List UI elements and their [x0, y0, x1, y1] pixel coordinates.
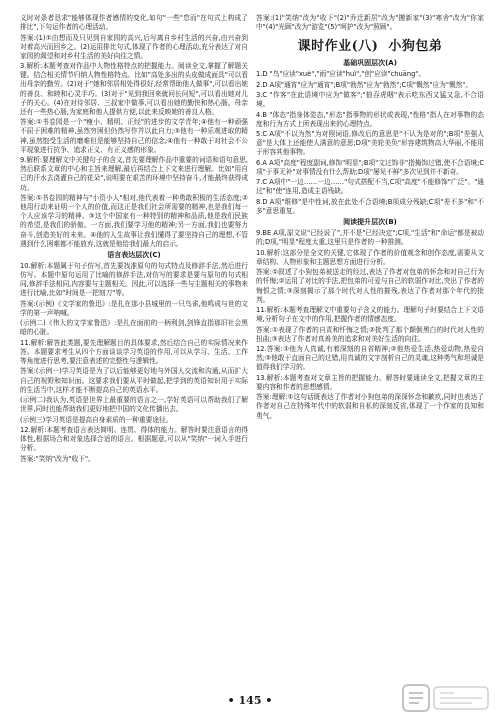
- answer-paragraph: 答案:"笑纳"改为"收下"。: [20, 454, 95, 463]
- section-heading: 基础巩固层次(A): [343, 59, 397, 68]
- answer-paragraph: 4.B "体态"指身体姿态,"形态"指事物的形状或表现,"性格"指人在对事物的态度和行为方式上所表现出来的心理特点。: [256, 110, 484, 128]
- answer-paragraph: 8.D A项"维修"是中性词,放在此处不合语境;B项成分残缺;C项"差不多"和"不多"意思重复。: [256, 197, 484, 215]
- answer-paragraph: 11.解析:本题考查理解文中重要句子含义的能力。理解句子时要结合上下文语境,分析句子在文中的作用,把握作者的情感态度。: [256, 306, 484, 324]
- answer-paragraph: 12.解析:本题考查语言表达简明、连贯、得体的能力。解答时要注意语言的得体性,根据场合和对象选择合适的语言。根据题意,可以从"笑纳"一词入手进行分析。: [20, 425, 248, 453]
- watermark-logo-icon: [402, 684, 490, 712]
- answer-paragraph: 10.解析:本题属于句子仿写,首先要找准原句的句式特点及修辞手法,然后进行仿写。本题中原句运用了比喻的修辞手法,对仿写的要求是要与原句的句式相同,修辞手法相同,内容要与主题相关。因此,可以选择一些与主题相关的事物来进行比喻,比如"时间是一把刻刀"等。: [20, 262, 248, 298]
- answer-paragraph: 6.A A项"高度"程度副词,修饰"明显";B项"文过饰非"指掩饰过错,使不合语境;C项"于事无补"对事情没有什么帮助;D项"屡见不鲜"多次见到并不新奇。: [256, 158, 484, 176]
- answer-paragraph: (示例三)学习英语是提高自身素质的一种重要途径。: [20, 415, 173, 424]
- answer-paragraph: 答案:(1)"笑纳"改为"收下"(2)"乔迁新居"改为"搬新家"(3)"寒舍"改为"你家中"(4)"光顾"改为"游览"(5)"呵护"改为"照顾"。: [256, 14, 484, 32]
- answer-paragraph: 13.解析:本题考查对文章主旨的把握能力。解答时要通读全文,把握文章的主要内容和作者的思想感情。: [256, 373, 484, 391]
- lesson-title-sub: 小狗包弟: [388, 39, 443, 55]
- answer-paragraph: 答案:(示例一)学习英语是为了以后能够更好地与外国人交流和沟通,从而扩大自己的视野和知识面。这要求我们要从平时做起,把学到的英语知识用于实际的生活当中,这样才能不断提高自己的英语水平。: [20, 367, 248, 394]
- answer-paragraph: 9.BE A项,原文说"已经说了",并不是"已经决定";C项,"生活"和"命运"都是被动的;D项,"明显"程度太重,这里只是作者的一种推测。: [256, 229, 484, 247]
- answer-paragraph: 9.解析:要理解文中关键句子的含义,首先要理解作品中重要的词语和语句意思,然后联系文章的中心和主旨来理解,最后再结合上下文来进行理解。比如"用自己的汗水去浇灌自己的花朵",说明要在艰苦的环境中坚持奋斗,才能最终获得成功。: [20, 156, 248, 192]
- answer-paragraph: 答案:①书卷园是一个"瘦小、精明、正经"的进步的文学青年;④他有一种顽强不屈于困难的精神,虽然穷困但仍然写作并以此自力;③他有一种乐观进取的精神,虽然饱受生活的磨难但是能够坚持自己的信念;④他有一种敢于对社会不公平现象进行抗争、追求正义、有正义感的形象。: [20, 118, 248, 154]
- answer-paragraph: 7.C A项中"一边……一边……"句式搭配不当,C项"高度"不能修饰"广泛"。"通过"和"使"连用,造成主语残缺。: [256, 178, 484, 196]
- section-heading: 阅读提升层次(B): [343, 218, 397, 227]
- answer-paragraph: 1.D "鸟"应读"xuè","雨"应读"huì","创"应读"chuāng"。: [256, 70, 426, 79]
- lesson-title-main: 课时作业(八): [297, 39, 379, 55]
- answer-paragraph: 3.C "作客"在此语境中应为"做客";"狼吞虎咽"表示吃东西又猛又急,不合语境。: [256, 91, 484, 109]
- left-column: [20, 14, 248, 662]
- page-number-value: 145: [238, 694, 262, 707]
- answer-paragraph: 答案:①书卷园的精神与"小资小人"相对,他代表着一种勇敢积极的生活态度;②他用行动来证明一个人的价值,而这正是我们社会所需要的精神,也是我们每一个人应该学习的精神。③这个中国家有一种特别的精神和品质,他是我们民族的希望,是我们的骄傲。一方面,我们要学习他的精神;另一方面,我们也要努力奋斗,创造美好的未来。④他的人生故事让我们懂得了要坚持自己的理想,不管遇到什么困难都不能放弃,这就是他给我们最大的启示。: [20, 193, 248, 248]
- section-heading: 语言表达层次(C): [107, 250, 161, 259]
- lesson-title: [256, 38, 484, 56]
- answer-paragraph: 答案:①表现了作者的自责和忏悔之情;②批判了那个颠倒黑白的时代对人性的扭曲;③表达了作者对真善美的追求和对美好生活的向往。: [256, 325, 484, 343]
- answer-paragraph: 2.D A项"通宵"应为"通宵";B项"勃然"应为"勃然";C项"慨然"应为"慨然"。: [256, 80, 473, 89]
- answer-paragraph: 11.解析:解答此类题,要先理解题目的具体要求,然后结合自己的实际情况来作答。本题要求考生从四个方面谈谈学习英语的作用,可以从学习、生活、工作等角度进行思考,要注意表述的完整性与逻辑性。: [20, 338, 248, 366]
- answer-paragraph: 5.C A项"不以为然"为对照词语,修改后的意思是"不认为是对的";B项"差强人意"是大体上还能使人满意的意思;D项"美轮美奂"形容建筑物高大华丽,不能用于形容其他事物。: [256, 130, 484, 157]
- answer-paragraph: 12.答案:①他为人真诚,有着深刻的自省精神;②他热爱生活,热爱动物,热爱自然;③他敢于直面自己的过错,用真诚的文字剖析自己的灵魂,这种勇气和坦诚是值得我们学习的。: [256, 345, 484, 372]
- answer-paragraph: (示例二)我认为,英语是世界上最重要的语言之一,学好英语可以帮助我们了解世界,同时也能帮助我们更好地把中国的文化传播出去。: [20, 396, 248, 414]
- answer-paragraph: 义时对条者恳求"能够体现作者感情的变化,如句"一些"怠而"在句式上构成了排比",下句运作者的心理活动。: [20, 14, 248, 32]
- answer-paragraph: 10.解析:这部分是全文的关键,它体现了作者的价值观念和创作态度,需要从文章结构、人物形象和主题思想方面进行分析。: [256, 248, 484, 266]
- page-number: • 145 •: [227, 694, 273, 707]
- right-column: [256, 14, 484, 662]
- answer-paragraph: 答案:(示例)《文学家的鲁迅》:是扎在那小县城里的一只鸟雀,他鸣成与世的文学的第一声呐喊。: [20, 299, 248, 317]
- answer-paragraph: 3.解析:本题考查对作品中人物性格特点的把握能力。阅读全文,掌握了解题关键。结合相关情节归纳人物性格特点。比如"高处多出的头皮做成面具"可以看出母亲的勤劳。(2)对于"她和邻居相处得很好,经常帮助他人做事",可以看出她的善良、和睦和心灵手巧。(3)对于"见到我回来就问长问短",可以看出她对儿子的关心。(4)在对待邻居、三叔家中做事,可以看出她的勤快和热心肠。母亲还有一些热心肠,为家庭和他人提供方便,以此来反映她的善良人格。: [20, 62, 248, 116]
- answer-paragraph: 答案:(1)①由想而及只见到自家园的高兴,后写离自乡村生活的兴奋,由兴奋到对着高兴而回乡之。(2)运用排比句式,体现了作者的心理活动,充分表达了对自家园的渴望和对乡村生活的美好向往之情。: [20, 33, 248, 60]
- answer-paragraph: 答案:理解:①这句话既表达了作者对小狗包弟的深深怀念和歉疚,同时也表达了作者对自己在特殊年代中的软弱和自私的深刻反省,体现了一个作家的良知和勇气。: [256, 393, 484, 420]
- answer-paragraph: (示例二)《伟大的文学家鲁迅》:是扎在面前的一柄利剑,剑锋直指那旧社会黑暗的心脏。: [20, 319, 248, 337]
- answer-paragraph: 答案:①叙述了小狗包弟被送走的经过,表达了作者对包弟的怀念和对自己行为的忏悔;②运用了对比的手法,把包弟的可爱与自己的软弱作对比,突出了作者的悔恨之情;③深刻揭示了那个时代对人性的摧残,表达了作者对那个年代的批判。: [256, 268, 484, 304]
